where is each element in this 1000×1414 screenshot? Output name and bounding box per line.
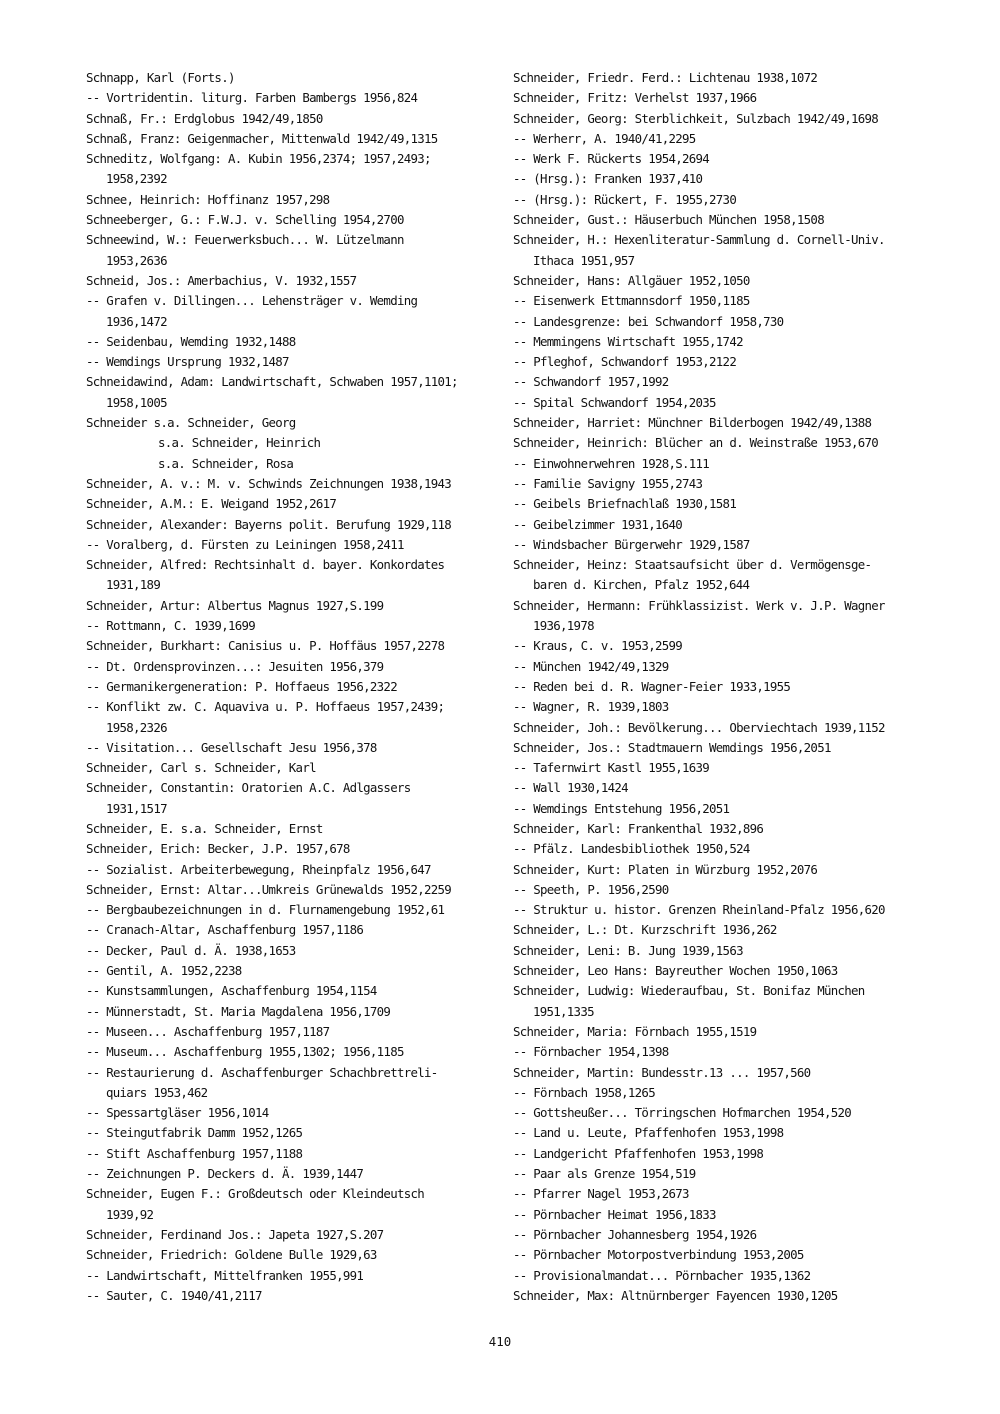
index-entry-line: Schnee, Heinrich: Hoffinanz 1957,298 bbox=[86, 191, 330, 207]
index-entry-line: -- Kraus, C. v. 1953,2599 bbox=[513, 638, 682, 654]
index-entry-line: -- Geibels Briefnachlaß 1930,1581 bbox=[513, 496, 737, 512]
index-entry-line: Schneider, Gust.: Häuserbuch München 1958,1508 bbox=[513, 212, 824, 228]
index-entry-line: -- Spessartgläser 1956,1014 bbox=[86, 1105, 269, 1121]
index-entry-line: Schneider, H.: Hexenliteratur-Sammlung d. Cornell-Univ. bbox=[513, 232, 885, 248]
index-entry-line: -- Paar als Grenze 1954,519 bbox=[513, 1166, 696, 1182]
index-entry-line: Schneider, Leni: B. Jung 1939,1563 bbox=[513, 942, 743, 958]
index-entry-line: Schneider, Jos.: Stadtmauern Wemdings 1956,2051 bbox=[513, 739, 831, 755]
index-entry-line: -- München 1942/49,1329 bbox=[513, 658, 669, 674]
index-entry-line: 1931,189 bbox=[106, 577, 161, 593]
index-entry-line: -- Bergbaubezeichnungen in d. Flurnamengebung 1952,61 bbox=[86, 902, 445, 918]
index-entry-line: Schneider, Fritz: Verhelst 1937,1966 bbox=[513, 90, 757, 106]
index-entry-line: -- Wemdings Entstehung 1956,2051 bbox=[513, 800, 730, 816]
index-entry-line: quiars 1953,462 bbox=[106, 1084, 208, 1100]
index-entry-line: -- Pörnbacher Motorpostverbindung 1953,2005 bbox=[513, 1247, 804, 1263]
index-entry-line: -- Schwandorf 1957,1992 bbox=[513, 374, 669, 390]
index-entry-line: -- Wall 1930,1424 bbox=[513, 780, 628, 796]
index-entry-line: Schneider, Hermann: Frühklassizist. Werk v. J.P. Wagner bbox=[513, 597, 885, 613]
index-entry-line: Schneider, Hans: Allgäuer 1952,1050 bbox=[513, 272, 750, 288]
index-entry-line: Schneider, Joh.: Bevölkerung... Oberviechtach 1939,1152 bbox=[513, 719, 885, 735]
index-entry-line: -- Museen... Aschaffenburg 1957,1187 bbox=[86, 1023, 330, 1039]
index-entry-line: -- Vortridentin. liturg. Farben Bambergs 1956,824 bbox=[86, 90, 418, 106]
index-entry-line: -- (Hrsg.): Franken 1937,410 bbox=[513, 171, 703, 187]
index-entry-line: -- Land u. Leute, Pfaffenhofen 1953,1998 bbox=[513, 1125, 784, 1141]
index-entry-line: Schneidawind, Adam: Landwirtschaft, Schwaben 1957,1101; bbox=[86, 374, 458, 390]
index-entry-line: Schnaß, Fr.: Erdglobus 1942/49,1850 bbox=[86, 110, 323, 126]
index-entry-line: -- Stift Aschaffenburg 1957,1188 bbox=[86, 1145, 303, 1161]
index-entry-line: -- Germanikergeneration: P. Hoffaeus 1956,2322 bbox=[86, 678, 397, 694]
index-entry-line: s.a. Schneider, Rosa bbox=[158, 455, 294, 471]
index-entry-line: 1958,1005 bbox=[106, 394, 167, 410]
index-entry-line: Schneider, A.M.: E. Weigand 1952,2617 bbox=[86, 496, 337, 512]
index-entry-line: -- Memmingens Wirtschaft 1955,1742 bbox=[513, 333, 743, 349]
index-entry-line: -- Decker, Paul d. Ä. 1938,1653 bbox=[86, 942, 296, 958]
index-entry-line: Schneider, Erich: Becker, J.P. 1957,678 bbox=[86, 841, 350, 857]
index-entry-line: Schneider, Leo Hans: Bayreuther Wochen 1950,1063 bbox=[513, 963, 838, 979]
index-entry-line: -- Pfälz. Landesbibliothek 1950,524 bbox=[513, 841, 750, 857]
index-entry-line: 1953,2636 bbox=[106, 252, 167, 268]
index-entry-line: -- Eisenwerk Ettmannsdorf 1950,1185 bbox=[513, 293, 750, 309]
index-entry-line: -- Sauter, C. 1940/41,2117 bbox=[86, 1287, 262, 1303]
index-entry-line: s.a. Schneider, Heinrich bbox=[158, 435, 321, 451]
index-entry-line: Schneider, Maria: Förnbach 1955,1519 bbox=[513, 1023, 757, 1039]
index-entry-line: Schneider, Eugen F.: Großdeutsch oder Kleindeutsch bbox=[86, 1186, 424, 1202]
right-column bbox=[513, 68, 933, 1306]
index-entry-line: 1936,1472 bbox=[106, 313, 167, 329]
index-entry-line: -- Konflikt zw. C. Aquaviva u. P. Hoffaeus 1957,2439; bbox=[86, 699, 445, 715]
index-entry-line: Schneider, L.: Dt. Kurzschrift 1936,262 bbox=[513, 922, 777, 938]
index-entry-line: 1936,1978 bbox=[533, 618, 594, 634]
index-entry-line: Schneider, A. v.: M. v. Schwinds Zeichnungen 1938,1943 bbox=[86, 475, 452, 491]
index-entry-line: -- Münnerstadt, St. Maria Magdalena 1956,1709 bbox=[86, 1003, 391, 1019]
index-entry-line: Schneider, Alexander: Bayerns polit. Berufung 1929,118 bbox=[86, 516, 452, 532]
index-entry-line: -- Provisionalmandat... Pörnbacher 1935,1362 bbox=[513, 1267, 811, 1283]
index-entry-line: -- Visitation... Gesellschaft Jesu 1956,378 bbox=[86, 739, 377, 755]
index-entry-line: -- Pfleghof, Schwandorf 1953,2122 bbox=[513, 354, 737, 370]
index-entry-line: Schneider, Georg: Sterblichkeit, Sulzbach 1942/49,1698 bbox=[513, 110, 879, 126]
index-entry-line: Schneider, Heinz: Staatsaufsicht über d. Vermögensge- bbox=[513, 557, 872, 573]
index-entry-line: Schneider, Friedrich: Goldene Bulle 1929,63 bbox=[86, 1247, 377, 1263]
index-entry-line: -- Speeth, P. 1956,2590 bbox=[513, 881, 669, 897]
index-entry-line: Schneewind, W.: Feuerwerksbuch... W. Lützelmann bbox=[86, 232, 404, 248]
index-entry-line: -- Landgericht Pfaffenhofen 1953,1998 bbox=[513, 1145, 764, 1161]
index-entry-line: -- Pörnbacher Heimat 1956,1833 bbox=[513, 1206, 716, 1222]
index-entry-line: -- Pfarrer Nagel 1953,2673 bbox=[513, 1186, 689, 1202]
index-entry-line: -- Landesgrenze: bei Schwandorf 1958,730 bbox=[513, 313, 784, 329]
index-entry-line: -- Werk F. Rückerts 1954,2694 bbox=[513, 151, 710, 167]
index-entry-line: Schneider, Heinrich: Blücher an d. Weinstraße 1953,670 bbox=[513, 435, 879, 451]
index-entry-line: -- Reden bei d. R. Wagner-Feier 1933,1955 bbox=[513, 678, 791, 694]
index-entry-line: -- Kunstsammlungen, Aschaffenburg 1954,1154 bbox=[86, 983, 377, 999]
index-entry-line: 1958,2326 bbox=[106, 719, 167, 735]
index-entry-line: 1958,2392 bbox=[106, 171, 167, 187]
index-entry-line: -- Sozialist. Arbeiterbewegung, Rheinpfalz 1956,647 bbox=[86, 861, 431, 877]
index-entry-line: Schneider, Friedr. Ferd.: Lichtenau 1938,1072 bbox=[513, 70, 818, 85]
index-entry-line: -- Familie Savigny 1955,2743 bbox=[513, 475, 703, 491]
index-entry-line: -- Förnbacher 1954,1398 bbox=[513, 1044, 669, 1060]
index-entry-line: Schneeberger, G.: F.W.J. v. Schelling 1954,2700 bbox=[86, 212, 404, 228]
index-entry-line: Schneider, Ludwig: Wiederaufbau, St. Bonifaz München bbox=[513, 983, 865, 999]
index-entry-line: -- Landwirtschaft, Mittelfranken 1955,991 bbox=[86, 1267, 364, 1283]
index-entry-line: -- Werherr, A. 1940/41,2295 bbox=[513, 130, 696, 146]
index-entry-line: Schneider, E. s.a. Schneider, Ernst bbox=[86, 820, 323, 836]
index-entry-line: Schneider, Alfred: Rechtsinhalt d. bayer. Konkordates bbox=[86, 557, 445, 573]
index-entry-line: Schneider, Burkhart: Canisius u. P. Hoffäus 1957,2278 bbox=[86, 638, 445, 654]
index-entry-line: -- Steingutfabrik Damm 1952,1265 bbox=[86, 1125, 303, 1141]
index-entry-line: Schneider, Max: Altnürnberger Fayencen 1930,1205 bbox=[513, 1287, 838, 1303]
index-entry-line: -- Gottsheußer... Törringschen Hofmarchen 1954,520 bbox=[513, 1105, 851, 1121]
index-entry-line: -- Restaurierung d. Aschaffenburger Schachbrettreli- bbox=[86, 1064, 438, 1080]
index-entry-line: 1939,92 bbox=[106, 1206, 154, 1222]
index-entry-line: Schneider s.a. Schneider, Georg bbox=[86, 415, 296, 431]
index-entry-line: -- Grafen v. Dillingen... Lehensträger v. Wemding bbox=[86, 293, 418, 309]
index-entry-line: -- Cranach-Altar, Aschaffenburg 1957,1186 bbox=[86, 922, 364, 938]
index-entry-line: 1931,1517 bbox=[106, 800, 167, 816]
index-entry-line: -- Zeichnungen P. Deckers d. Ä. 1939,1447 bbox=[86, 1166, 364, 1182]
index-entry-line: -- Spital Schwandorf 1954,2035 bbox=[513, 394, 716, 410]
index-entry-line: -- Wemdings Ursprung 1932,1487 bbox=[86, 354, 289, 370]
index-entry-line: -- (Hrsg.): Rückert, F. 1955,2730 bbox=[513, 191, 737, 207]
index-entry-line: Schneider, Constantin: Oratorien A.C. Adlgassers bbox=[86, 780, 411, 796]
index-entry-line: Ithaca 1951,957 bbox=[533, 252, 635, 268]
index-entry-line: Schneider, Harriet: Münchner Bilderbogen 1942/49,1388 bbox=[513, 415, 872, 431]
index-entry-line: Schnaß, Franz: Geigenmacher, Mittenwald 1942/49,1315 bbox=[86, 130, 438, 146]
index-entry-line: -- Tafernwirt Kastl 1955,1639 bbox=[513, 760, 710, 776]
index-entry-line: Schneid, Jos.: Amerbachius, V. 1932,1557 bbox=[86, 272, 357, 288]
index-entry-line: Schneider, Carl s. Schneider, Karl bbox=[86, 760, 316, 776]
index-entry-line: Schneider, Karl: Frankenthal 1932,896 bbox=[513, 820, 764, 836]
index-entry-line: Schneditz, Wolfgang: A. Kubin 1956,2374; 1957,2493; bbox=[86, 151, 431, 167]
index-entry-line: -- Struktur u. histor. Grenzen Rheinland-Pfalz 1956,620 bbox=[513, 902, 885, 918]
index-entry-line: -- Windsbacher Bürgerwehr 1929,1587 bbox=[513, 536, 750, 552]
index-entry-line: Schneider, Ernst: Altar...Umkreis Grünewalds 1952,2259 bbox=[86, 881, 452, 897]
index-entry-line: baren d. Kirchen, Pfalz 1952,644 bbox=[533, 577, 750, 593]
index-entry-line: -- Pörnbacher Johannesberg 1954,1926 bbox=[513, 1226, 757, 1242]
index-entry-line: -- Rottmann, C. 1939,1699 bbox=[86, 618, 255, 634]
index-entry-line: -- Wagner, R. 1939,1803 bbox=[513, 699, 669, 715]
index-entry-line: -- Gentil, A. 1952,2238 bbox=[86, 963, 242, 979]
index-entry-line: -- Seidenbau, Wemding 1932,1488 bbox=[86, 333, 296, 349]
index-entry-line: 1951,1335 bbox=[533, 1003, 594, 1019]
index-entry-line: -- Förnbach 1958,1265 bbox=[513, 1084, 655, 1100]
index-entry-line: Schneider, Martin: Bundesstr.13 ... 1957,560 bbox=[513, 1064, 811, 1080]
left-column bbox=[86, 68, 491, 1306]
index-entry-line: -- Dt. Ordensprovinzen...: Jesuiten 1956,379 bbox=[86, 658, 384, 674]
page-number: 410 bbox=[488, 1334, 512, 1349]
index-entry-line: Schneider, Artur: Albertus Magnus 1927,S.199 bbox=[86, 597, 384, 613]
index-entry-line: -- Voralberg, d. Fürsten zu Leiningen 1958,2411 bbox=[86, 536, 404, 552]
index-entry-line: Schneider, Ferdinand Jos.: Japeta 1927,S.207 bbox=[86, 1226, 384, 1242]
index-entry-line: -- Geibelzimmer 1931,1640 bbox=[513, 516, 682, 532]
index-entry-line: Schneider, Kurt: Platen in Würzburg 1952,2076 bbox=[513, 861, 818, 877]
index-entry-line: -- Museum... Aschaffenburg 1955,1302; 1956,1185 bbox=[86, 1044, 404, 1060]
index-entry-line: Schnapp, Karl (Forts.) bbox=[86, 70, 235, 85]
index-entry-line: -- Einwohnerwehren 1928,S.111 bbox=[513, 455, 710, 471]
